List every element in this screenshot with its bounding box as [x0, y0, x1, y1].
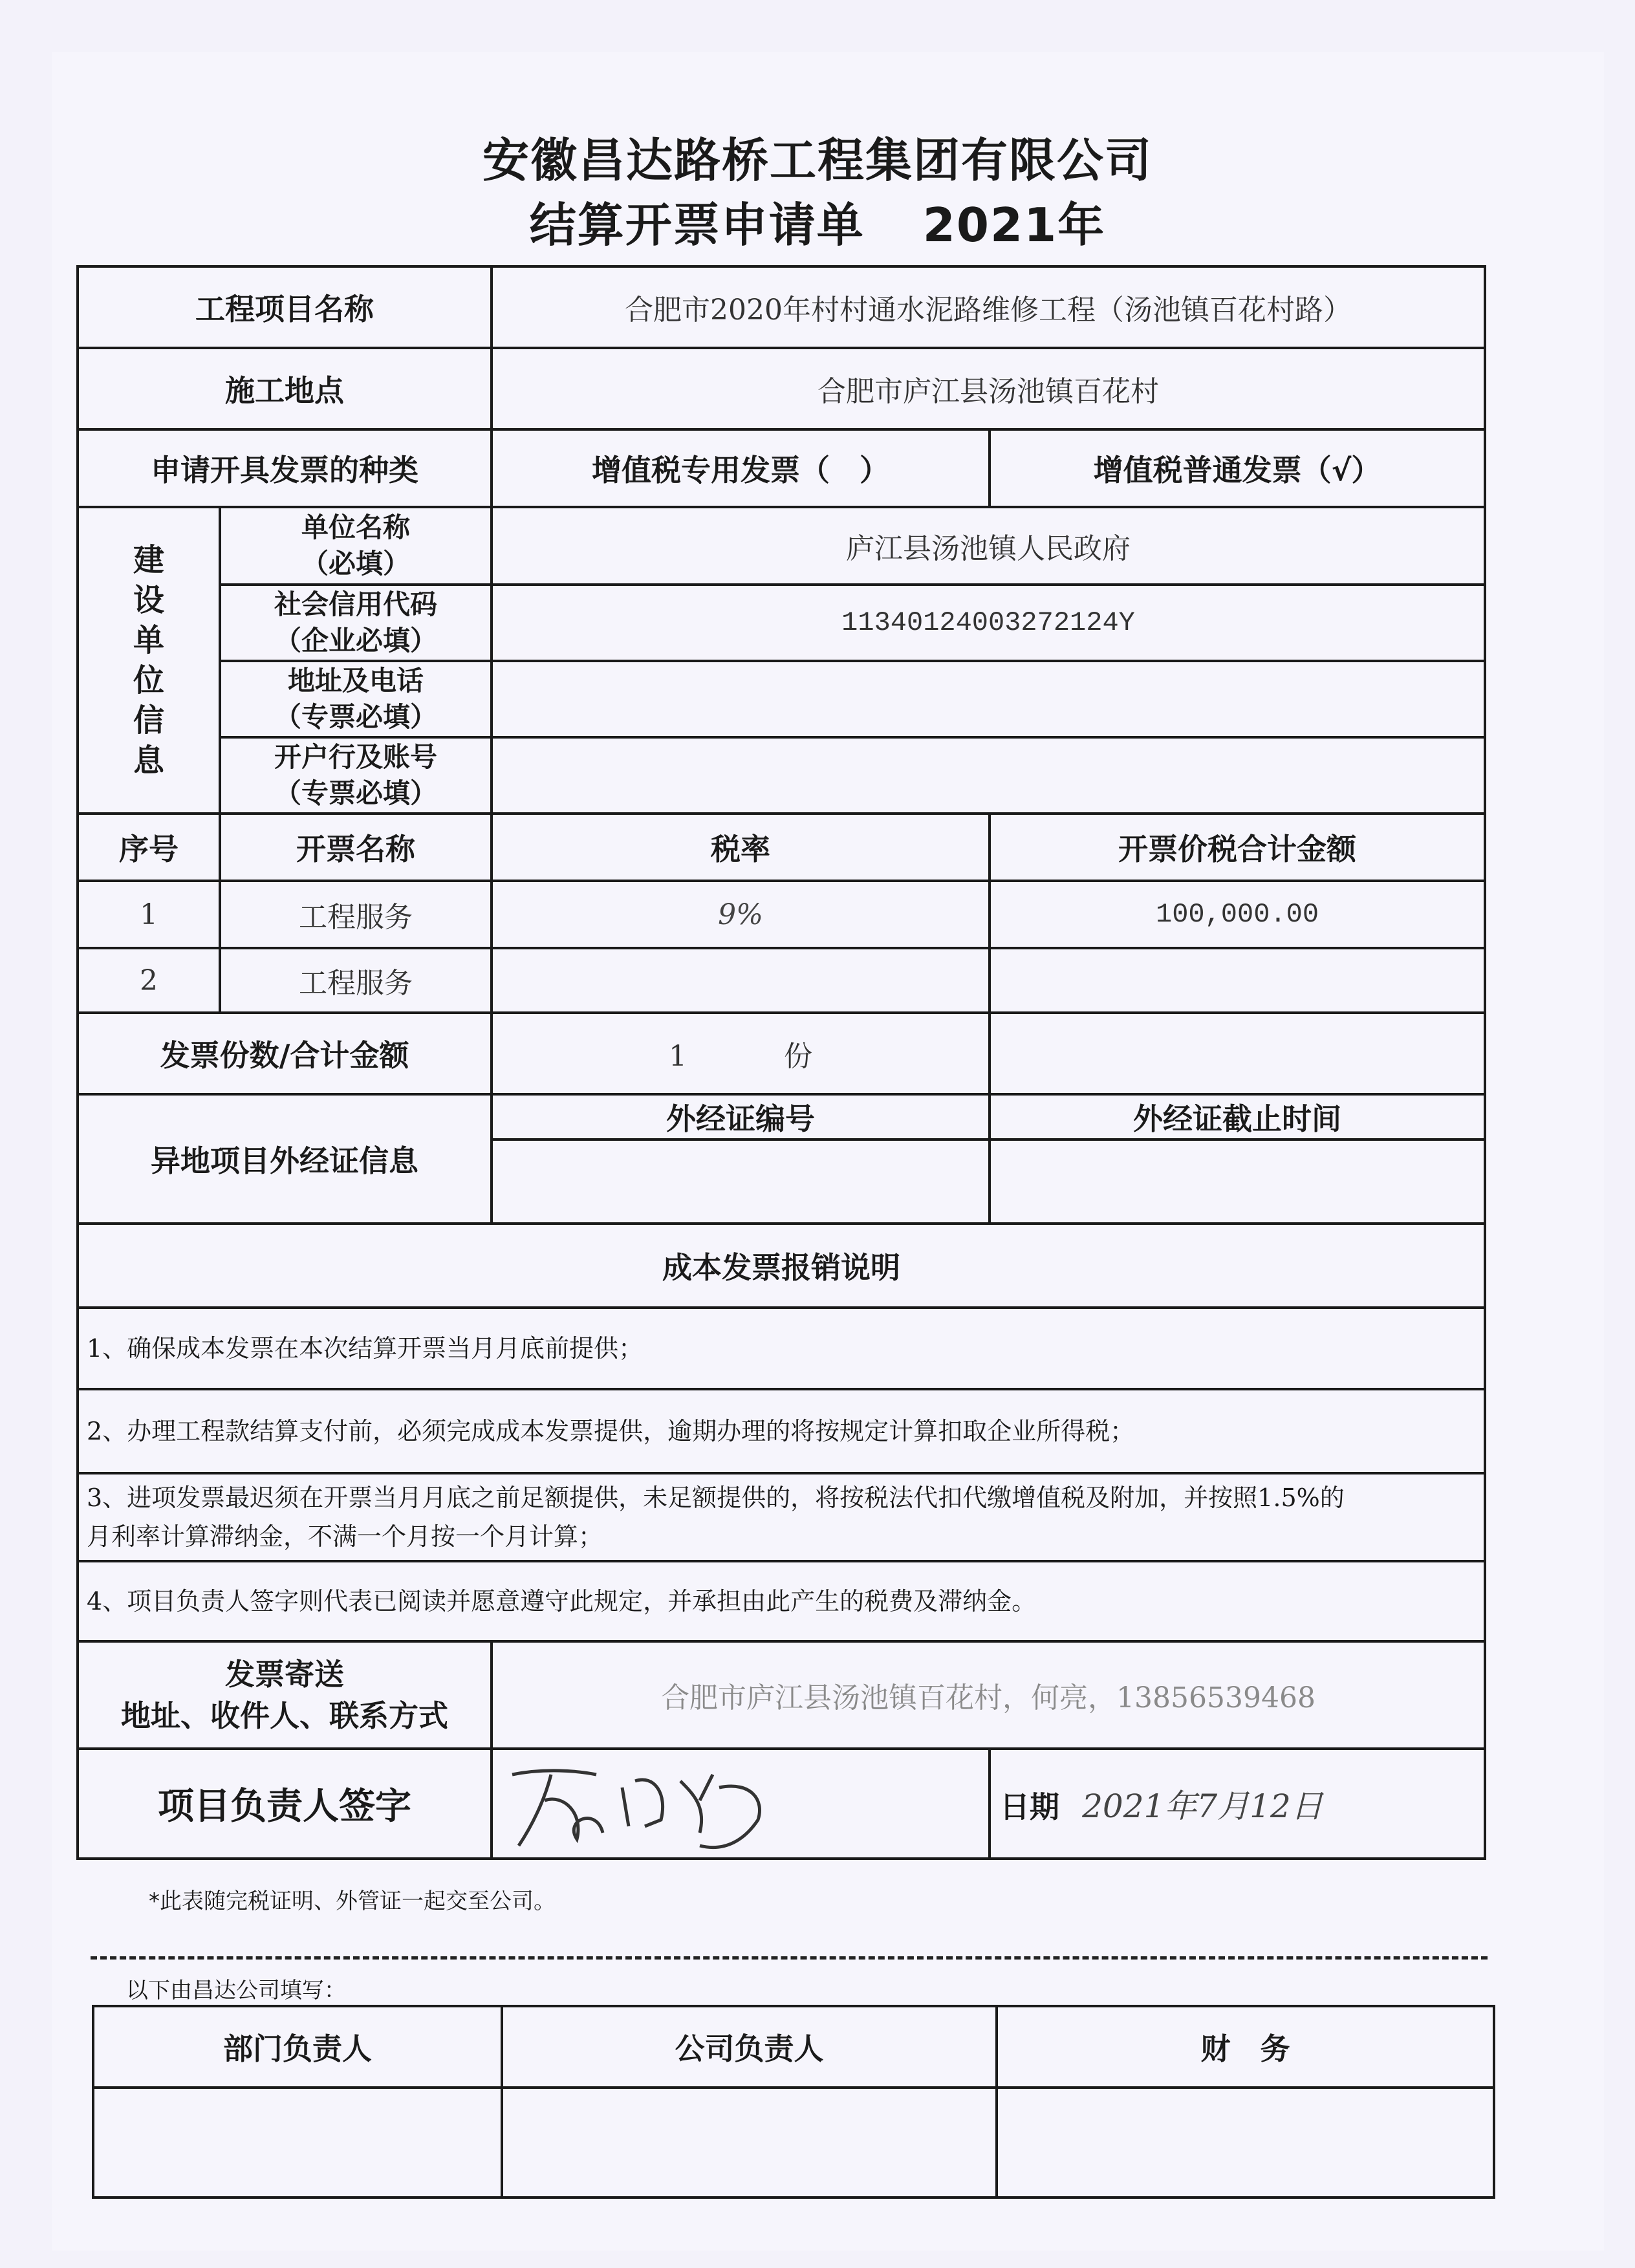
cost-note-item: 3、进项发票最迟须在开票当月月底之前足额提供，未足额提供的，将按税法代扣代缴增值税及附加，并按照1.5%的 月利率计算滞纳金，不满一个月按一个月计算；	[78, 1473, 1485, 1561]
invoice-count: 1	[669, 1040, 687, 1073]
company-head-sign	[502, 2088, 997, 2198]
project-name-value: 合肥市2020年村村通水泥路维修工程（汤池镇百花村路）	[492, 266, 1485, 348]
address-phone-label: 地址及电话 （专票必填）	[220, 661, 492, 737]
project-name-label: 工程项目名称	[78, 266, 492, 348]
out-cert-deadline-label: 外经证截止时间	[990, 1094, 1485, 1139]
out-cert-no-label: 外经证编号	[492, 1094, 990, 1139]
cost-note-item: 1、确保成本发票在本次结算开票当月月底前提供；	[78, 1308, 1485, 1389]
finance-sign	[997, 2088, 1494, 2198]
site-label: 施工地点	[78, 348, 492, 429]
table-row	[78, 948, 1485, 1013]
col-header-amount: 开票价税合计金额	[990, 814, 1485, 881]
address-phone-value	[492, 661, 1485, 737]
form-name: 结算开票申请单	[529, 198, 865, 252]
cost-note-item: 4、项目负责人签字则代表已阅读并愿意遵守此规定，并承担由此产生的税费及滞纳金。	[78, 1561, 1485, 1641]
total-amount-value	[990, 1013, 1485, 1094]
company-title: 安徽昌达路桥工程集团有限公司	[482, 133, 1153, 188]
company-section-label: 以下由昌达公司填写：	[126, 1978, 346, 2003]
site-value: 合肥市庐江县汤池镇百花村	[492, 348, 1485, 429]
company-approval-table	[92, 2005, 1495, 2199]
mailing-label: 发票寄送 地址、收件人、联系方式	[78, 1641, 492, 1749]
finance-label: 财 务	[997, 2006, 1494, 2088]
bank-account-value	[492, 737, 1485, 814]
invoice-type-label: 申请开具发票的种类	[78, 429, 492, 507]
builder-info-group-label: 建 设 单 位 信 息	[78, 507, 220, 814]
invoice-request-table	[76, 265, 1486, 1860]
invoice-count-value	[492, 1013, 990, 1094]
signature-label: 项目负责人签字	[78, 1749, 492, 1859]
item-no: 1	[78, 881, 220, 948]
item-name: 工程服务	[220, 948, 492, 1013]
vat-special-invoice-option: 增值税专用发票（ ）	[492, 429, 990, 507]
footnote: *此表随完税证明、外管证一起交至公司。	[149, 1888, 556, 1914]
mailing-value: 合肥市庐江县汤池镇百花村，何亮，13856539468	[492, 1641, 1485, 1749]
cost-note-item: 2、办理工程款结算支付前，必须完成成本发票提供，逾期办理的将按规定计算扣取企业所得税；	[78, 1389, 1485, 1473]
credit-code-label: 社会信用代码 （企业必填）	[220, 585, 492, 661]
item-rate	[492, 948, 990, 1013]
dashed-divider	[91, 1956, 1488, 1960]
item-amount	[990, 948, 1485, 1013]
date-cell	[990, 1749, 1485, 1859]
item-no: 2	[78, 948, 220, 1013]
unit-name-label: 单位名称 （必填）	[220, 507, 492, 585]
col-header-rate: 税率	[492, 814, 990, 881]
dept-head-sign	[93, 2088, 502, 2198]
out-cert-deadline-value	[990, 1139, 1485, 1224]
invoice-count-label: 发票份数/合计金额	[78, 1013, 492, 1094]
date-value: 2021年7月12日	[1082, 1787, 1323, 1825]
item-name: 工程服务	[220, 881, 492, 948]
out-cert-no-value	[492, 1139, 990, 1224]
handwritten-signature	[506, 1755, 803, 1852]
dept-head-label: 部门负责人	[93, 2006, 502, 2088]
table-row	[78, 881, 1485, 948]
out-cert-label: 异地项目外经证信息	[78, 1094, 492, 1224]
col-header-name: 开票名称	[220, 814, 492, 881]
invoice-count-unit: 份	[784, 1040, 812, 1073]
unit-name-value: 庐江县汤池镇人民政府	[492, 507, 1485, 585]
bank-account-label: 开户行及账号 （专票必填）	[220, 737, 492, 814]
form-year: 2021年	[922, 198, 1106, 252]
credit-code-value: 11340124003272124Y	[492, 585, 1485, 661]
item-amount: 100,000.00	[990, 881, 1485, 948]
cost-notes-header: 成本发票报销说明	[78, 1224, 1485, 1308]
item-rate: 9%	[492, 881, 990, 948]
form-title	[0, 188, 1635, 255]
signature-area	[492, 1749, 990, 1859]
vat-normal-invoice-option: 增值税普通发票（√）	[990, 429, 1485, 507]
date-label: 日期	[1000, 1789, 1059, 1824]
col-header-no: 序号	[78, 814, 220, 881]
company-head-label: 公司负责人	[502, 2006, 997, 2088]
